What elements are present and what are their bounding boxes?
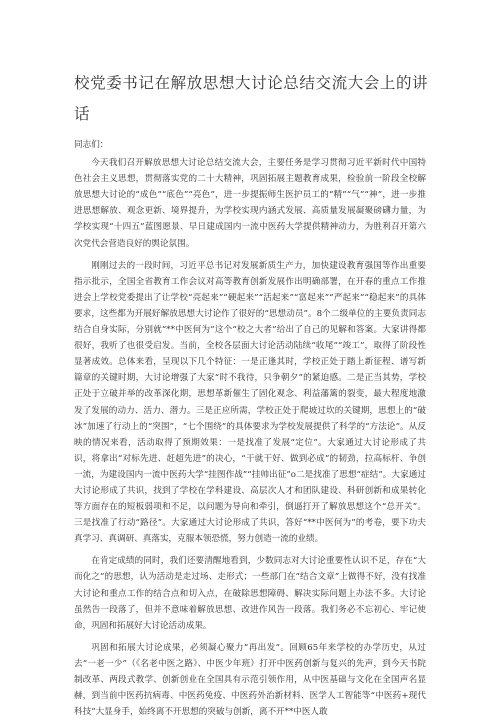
paragraph-2: 刚刚过去的一段时间，习近平总书记对发展新质生产力，加快建设教育强国等作出重要指示批示，全国全省教育工作会议对高等教育创新发展作出明确部署，在开春的重点工作推进会上学校党委提出了让学校“亮起来”“硬起来”“活起来”“富起来”“严起来”“稳起来”的具体要求，这些都为开展好解放思想大讨论作了很好的“思想动员”。8个二级单位的主要负责同志结合自身实际，分别就“**中医何为”这个“校之大者”给出了自己的见解和答案。大家讲得都很好，我听了也很受启发。当前，全校各层面大讨论活动陆续“收尾”“竣工”，取得了阶段性显著成效。总体来看，呈现以下几个特征：一是正逢其时，学校正处于踏上新征程、谱写新篇章的关键时期，大讨论增强了大家“时不我待，只争朝夕”的紧迫感。二是正当其势，学校正处于立破并举的改革深化期，思想革新催生了固化观念、利益藩篱的裂变，最大程度地激发了发展的动力、活力、潜力。三是正应所需，学校正处于爬坡过坎的关键期，思想上的“破冰”加速了行动上的“突围”，“七个围绕”的具体要求为学校发展提供了科学的“方法论”。从反映的情况来看，活动取得了预期效果：一是找准了发展“定位”。大家通过大讨论形成了共识，将拿出“对标先进、赶超先进”的决心，“干就干好、做到必成”的韧劲，拉高标杆、争创一流，为建设国内一流中医药大学“挂图作战”“挂帅出征”o二是找准了思想“症结”。大家通过大讨论形成了共识，找到了学校在学科建设、高层次人才和团队建设、科研创新和成果转化等方面存在的短板弱项和不足，以问题为导向和牵引，倒逼打开了解放思想这个“总开关”。三是找准了行动“路径”。大家通过大讨论形成了共识，答好“**中医何为”的考卷，要下功夫真学习、真调研、真落实，克服本领恐慌，努力创造一流的业绩。 (74, 260, 426, 545)
document-title: 校党委书记在解放思想大讨论总结交流大会上的讲话 (74, 74, 429, 123)
document-body (74, 137, 426, 726)
paragraph-3: 在肯定成绩的同时，我们还要清醒地看到，少数同志对大讨论重要性认识不足，存在“大而化之”的思想，认为活动是走过场、走形式；一些部门在“结合文章”上做得不好，没有找准大讨论和重点工作的结合点和切入点，在破除思想障碍、解决实际问题上办法不多。大讨论虽然告一段落了，但并不意味着解放思想、改进作风告一段落。我们务必不忘初心、牢记使命，巩固和拓展好大讨论活动成果。 (74, 556, 426, 631)
paragraph-4: 巩固和拓展大讨论成果，必须凝心聚力“再出发”。回顾65年来学校的办学历史，从过去“一老一少”（《名老中医之路》、中医少年班）打开中医药创新与复兴的先声，到今天书院制改革、两段式教学、创新创业在全国具有示范引领作用，从中医基础与文化在全国声名显赫，到当前中医药抗病毒、中医药免疫、中医药外治新材料、医学人工智能等“中医药+现代科技”大显身手，始终离不开思想的突破与创新，离不开**中医人敢 (74, 642, 426, 718)
paragraph-1: 今天我们召开解放思想大讨论总结交流大会，主要任务是学习贯彻习近平新时代中国特色社会主义思想，贯彻落实党的二十大精神，巩固拓展主题教育成果，检验前一阶段全校解放思想大讨论的“成色”“底色”“亮色”，进一步提振师生医护员工的“精”“气”“神”，进一步推进思想解放、观念更新、境界提升，为学校实现内涵式发展、高质量发展凝聚磅礴力量，为学校实现“十四五”蓝图愿景、早日建成国内一流中医药大学提供精神动力，为胜利召开第六次党代会营造良好的舆论氛围。 (74, 158, 426, 249)
salutation: 同志们： (74, 140, 109, 150)
